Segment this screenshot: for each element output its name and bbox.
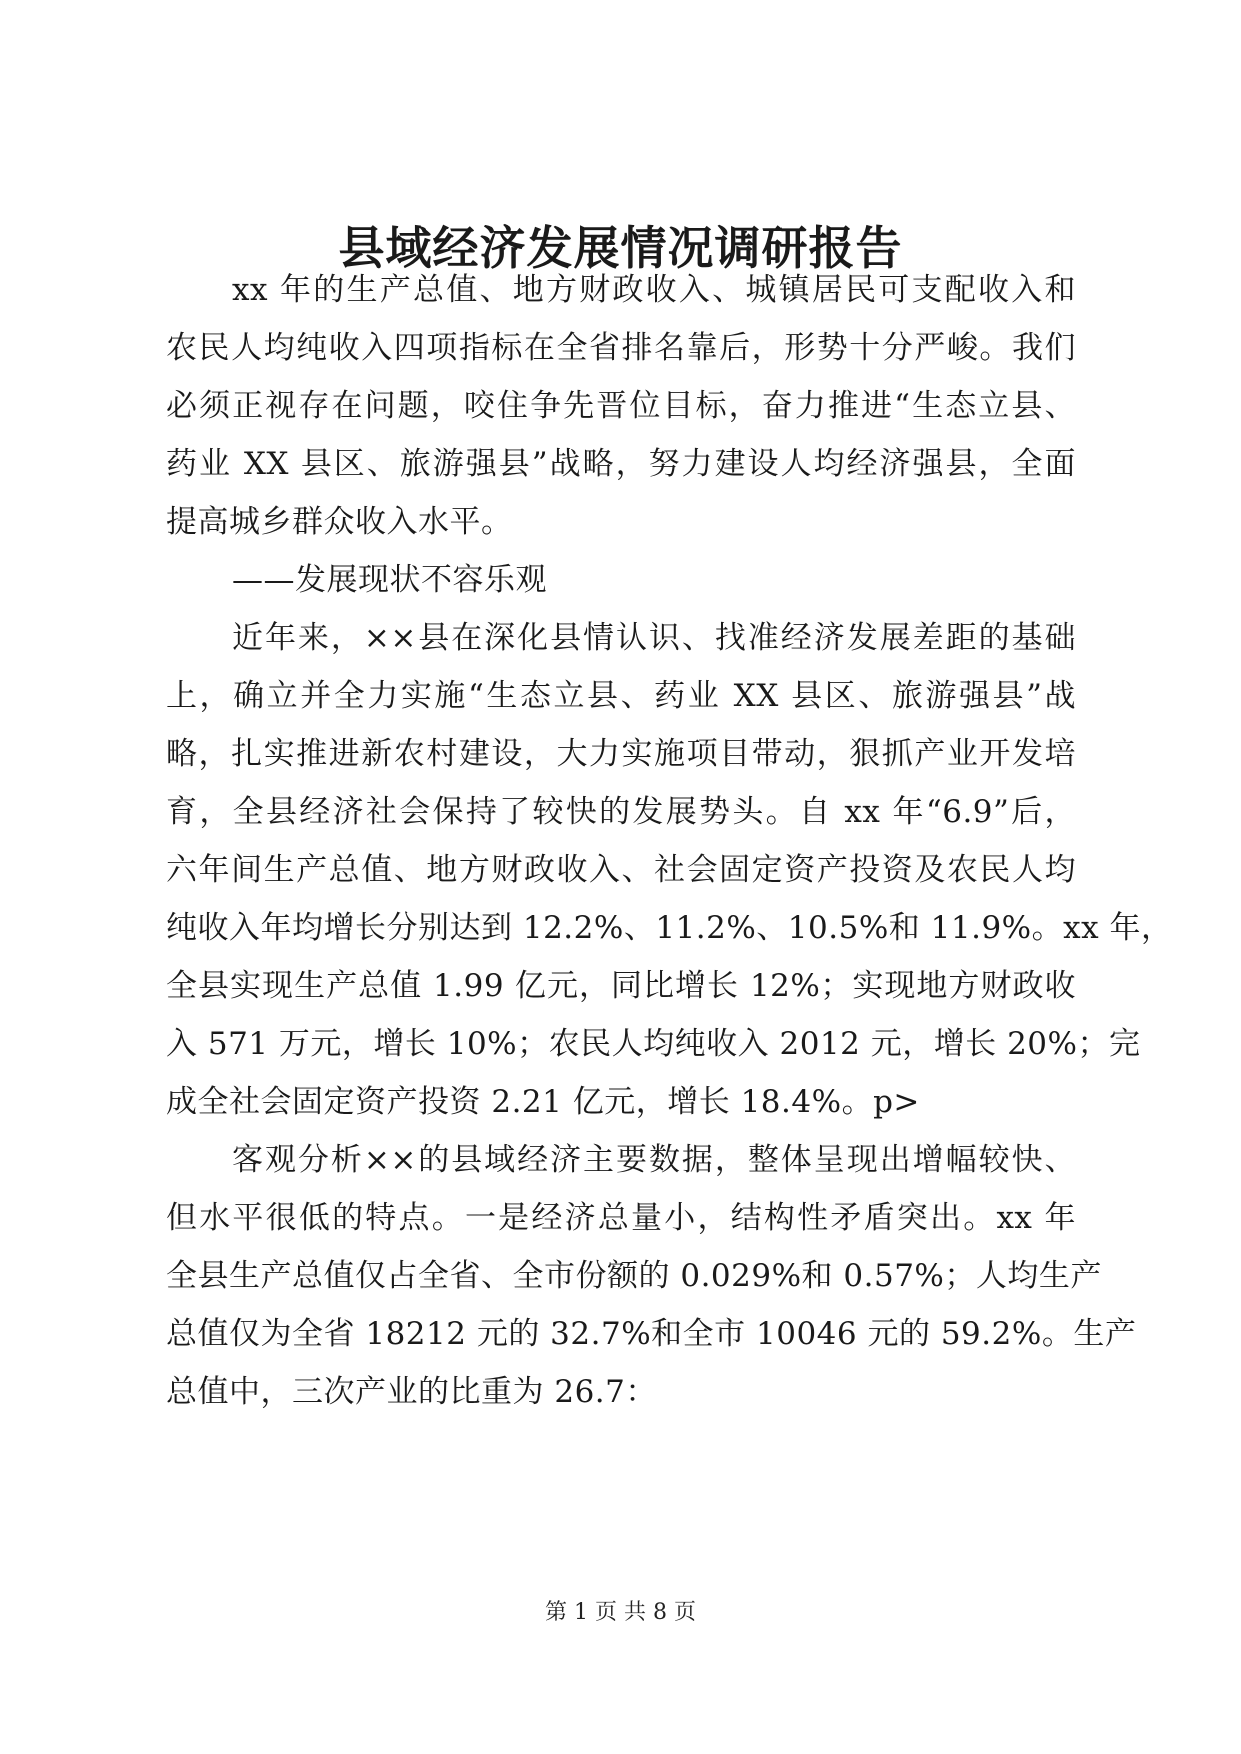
paragraph-line: 全县实现生产总值 1.99 亿元，同比增长 12%；实现地方财政收 (166, 968, 1076, 1004)
page-footer: 第 1 页 共 8 页 (545, 1600, 696, 1625)
paragraph-line: 入 571 万元，增长 10%；农民人均纯收入 2012 元，增长 20%；完 (166, 1026, 1141, 1062)
paragraph-line: 总值中，三次产业的比重为 26.7： (166, 1374, 657, 1410)
paragraph-line: 提高城乡群众收入水平。 (166, 504, 513, 540)
paragraph-line: 成全社会固定资产投资 2.21 亿元，增长 18.4%。p> (166, 1084, 920, 1120)
paragraph-line: 全县生产总值仅占全省、全市份额的 0.029%和 0.57%；人均生产 (166, 1258, 1102, 1294)
document-title: 县域经济发展情况调研报告 (338, 221, 903, 275)
paragraph-line: 六年间生产总值、地方财政收入、社会固定资产投资及农民人均 (166, 852, 1076, 888)
paragraph-line: 药业 XX 县区、旅游强县”战略，努力建设人均经济强县，全面 (166, 446, 1076, 482)
paragraph-line: 上，确立并全力实施“生态立县、药业 XX 县区、旅游强县”战 (166, 678, 1076, 714)
paragraph-line: 育，全县经济社会保持了较快的发展势头。自 xx 年“6.9”后， (166, 794, 1076, 830)
paragraph-line: 农民人均纯收入四项指标在全省排名靠后，形势十分严峻。我们 (166, 330, 1076, 366)
paragraph-line: 必须正视存在问题，咬住争先晋位目标，奋力推进“生态立县、 (166, 388, 1076, 424)
paragraph-line: 纯收入年均增长分别达到 12.2%、11.2%、10.5%和 11.9%。xx 年， (166, 910, 1173, 946)
paragraph-line: 但水平很低的特点。一是经济总量小，结构性矛盾突出。xx 年 (166, 1200, 1076, 1236)
paragraph-line: 总值仅为全省 18212 元的 32.7%和全市 10046 元的 59.2%。生产 (166, 1316, 1137, 1352)
section-heading: ——发展现状不容乐观 (232, 562, 547, 598)
paragraph-line: 近年来，××县在深化县情认识、找准经济发展差距的基础 (232, 620, 1076, 656)
paragraph-line: xx 年的生产总值、地方财政收入、城镇居民可支配收入和 (232, 272, 1076, 308)
paragraph-line: 略，扎实推进新农村建设，大力实施项目带动，狠抓产业开发培 (166, 736, 1076, 772)
paragraph-line: 客观分析××的县域经济主要数据，整体呈现出增幅较快、 (232, 1142, 1076, 1178)
